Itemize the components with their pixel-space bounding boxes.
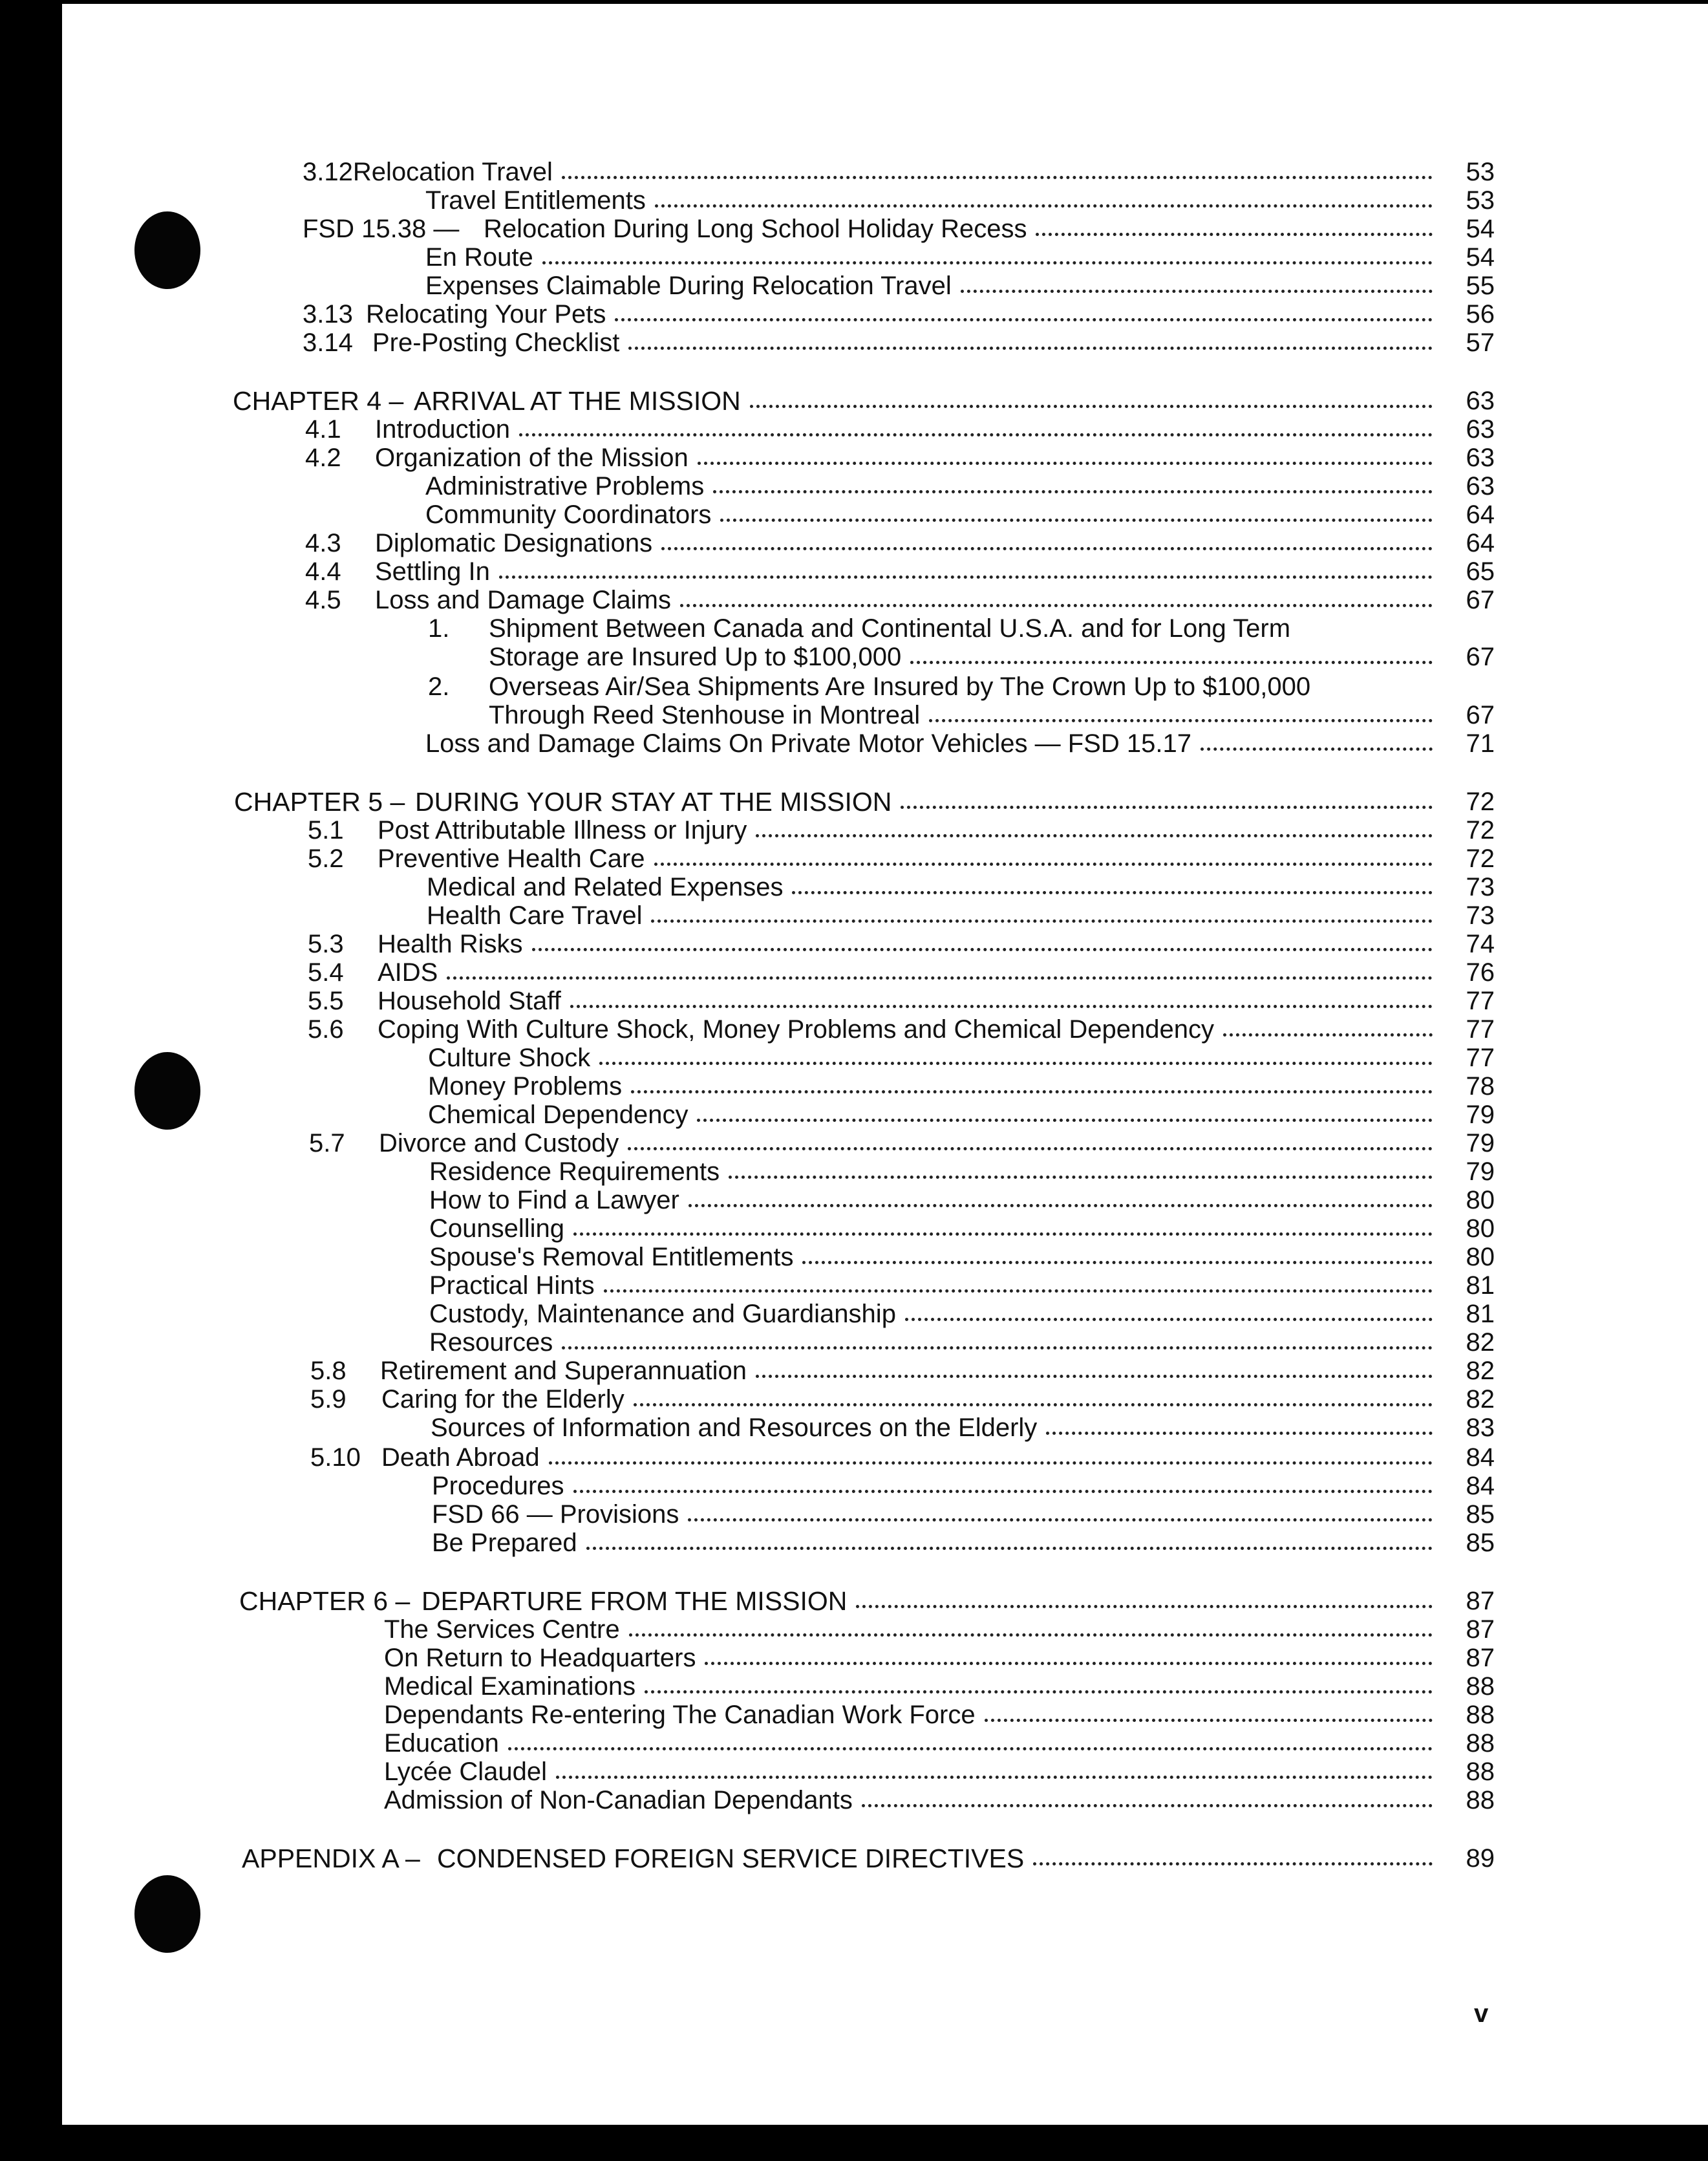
toc-entry-title: Caring for the Elderly — [381, 1385, 624, 1414]
toc-entry-number: CHAPTER 4 – — [233, 386, 404, 416]
toc-entry-number: 1. — [428, 614, 450, 643]
dot-leader — [901, 806, 1433, 809]
dot-leader — [680, 604, 1433, 607]
toc-page-number: 85 — [1466, 1500, 1495, 1529]
toc-entry — [428, 614, 1495, 643]
toc-entry-title: Custody, Maintenance and Guardianship — [429, 1300, 896, 1328]
toc-entry-title: En Route — [425, 243, 533, 272]
toc-page-number: 67 — [1466, 701, 1495, 729]
dot-leader — [1036, 233, 1433, 236]
dot-leader — [519, 433, 1433, 436]
dot-leader — [1201, 747, 1433, 751]
toc-entry-number: FSD 15.38 — — [303, 215, 460, 243]
toc-entry-title: Loss and Damage Claims — [375, 586, 671, 614]
toc-entry-title: Storage are Insured Up to $100,000 — [489, 643, 902, 671]
toc-entry — [384, 1729, 1495, 1758]
toc-entry — [428, 672, 1495, 701]
dot-leader — [862, 1804, 1433, 1807]
toc-entry-title: Retirement and Superannuation — [380, 1357, 747, 1385]
toc-entry-number: 5.6 — [308, 1015, 344, 1044]
toc-entry-number: 3.14 — [303, 328, 353, 357]
toc-page-number: 87 — [1466, 1615, 1495, 1644]
toc-page-number: 88 — [1466, 1758, 1495, 1786]
dot-leader — [661, 547, 1433, 550]
toc-entry-title: Travel Entitlements — [425, 186, 646, 215]
dot-leader — [961, 290, 1433, 293]
toc-entry — [308, 958, 1495, 987]
toc-entry — [432, 1472, 1495, 1500]
dot-leader — [628, 347, 1433, 350]
toc-entry — [384, 1644, 1495, 1672]
dot-leader — [604, 1289, 1433, 1293]
toc-entry — [303, 158, 1495, 186]
toc-entry-title: Preventive Health Care — [378, 844, 645, 873]
toc-entry — [384, 1758, 1495, 1786]
toc-page-number: 74 — [1466, 930, 1495, 958]
toc-page-number: 67 — [1466, 643, 1495, 671]
toc-entry-title: The Services Centre — [384, 1615, 620, 1644]
toc-entry-title: Admission of Non-Canadian Dependants — [384, 1786, 853, 1814]
toc-entry-title: Community Coordinators — [425, 500, 712, 529]
toc-page-number: 54 — [1466, 215, 1495, 243]
dot-leader — [651, 919, 1433, 923]
toc-entry — [428, 1101, 1495, 1129]
toc-entry — [303, 300, 1495, 328]
dot-leader — [631, 1090, 1433, 1093]
toc-entry-number: 4.3 — [305, 529, 341, 557]
toc-page-number: 77 — [1466, 1015, 1495, 1044]
toc-entry-number: 4.5 — [305, 586, 341, 614]
toc-entry-title: Shipment Between Canada and Continental U.S.A. and for Long Term — [489, 614, 1291, 643]
toc-entry — [427, 873, 1495, 901]
toc-entry-title: Be Prepared — [432, 1529, 577, 1557]
toc-page-number: 89 — [1466, 1844, 1495, 1873]
toc-entry — [425, 272, 1495, 300]
toc-page-number: 73 — [1466, 901, 1495, 930]
toc-entry-number: CHAPTER 5 – — [234, 787, 405, 817]
toc-entry — [432, 1529, 1495, 1557]
toc-entry-title: Settling In — [375, 557, 490, 586]
dot-leader — [532, 948, 1433, 951]
dot-leader — [1223, 1033, 1433, 1037]
toc-entry-number: 5.10 — [310, 1443, 361, 1472]
toc-entry-title: Relocation During Long School Holiday Recess — [484, 215, 1027, 243]
toc-entry-number: 3.12 — [303, 158, 353, 186]
dot-leader — [713, 490, 1433, 493]
toc-page-number: 56 — [1466, 300, 1495, 328]
toc-page-number: 63 — [1466, 444, 1495, 472]
toc-page-number: 84 — [1466, 1443, 1495, 1472]
toc-entry — [305, 415, 1495, 444]
toc-entry — [489, 701, 1495, 729]
toc-page-number: 63 — [1466, 472, 1495, 500]
toc-entry-title: Administrative Problems — [425, 472, 705, 500]
toc-entry — [308, 816, 1495, 844]
toc-entry — [308, 930, 1495, 958]
dot-leader — [720, 519, 1433, 522]
toc-entry — [305, 444, 1495, 472]
toc-entry-title: How to Find a Lawyer — [429, 1186, 679, 1214]
toc-entry-title: Pre-Posting Checklist — [372, 328, 620, 357]
toc-page-number: 78 — [1466, 1072, 1495, 1101]
toc-entry-title: Overseas Air/Sea Shipments Are Insured by The Crown Up to $100,000 — [489, 672, 1311, 701]
toc-entry — [384, 1672, 1495, 1701]
toc-entry — [431, 1414, 1495, 1442]
toc-entry — [384, 1701, 1495, 1729]
dot-leader — [697, 1119, 1433, 1122]
toc-entry-title: Residence Requirements — [429, 1157, 720, 1186]
dot-leader — [556, 1776, 1433, 1779]
toc-entry-title: Relocating Your Pets — [366, 300, 606, 328]
toc-entry-title: Death Abroad — [381, 1443, 540, 1472]
dot-leader — [729, 1176, 1433, 1179]
toc-entry — [303, 328, 1495, 357]
toc-entry-number: 4.2 — [305, 444, 341, 472]
toc-entry-number: 5.2 — [308, 844, 344, 873]
toc-entry — [429, 1186, 1495, 1214]
toc-entry-title: Health Care Travel — [427, 901, 643, 930]
toc-entry-title: On Return to Headquarters — [384, 1644, 696, 1672]
toc-page-number: 84 — [1466, 1472, 1495, 1500]
toc-entry-title: Lycée Claudel — [384, 1758, 548, 1786]
toc-entry — [427, 901, 1495, 930]
dot-leader — [856, 1605, 1433, 1608]
toc-entry-title: Chemical Dependency — [428, 1101, 689, 1129]
toc-entry — [425, 243, 1495, 272]
toc-entry-title: ARRIVAL AT THE MISSION — [414, 386, 741, 416]
toc-entry-title: Spouse's Removal Entitlements — [429, 1243, 794, 1271]
dot-leader — [499, 575, 1433, 579]
toc-entry-title: DURING YOUR STAY AT THE MISSION — [415, 787, 892, 817]
toc-entry-title: Post Attributable Illness or Injury — [378, 816, 747, 844]
toc-entry — [428, 1044, 1495, 1072]
toc-page-number: 80 — [1466, 1186, 1495, 1214]
toc-page-number: 57 — [1466, 328, 1495, 357]
toc-entry — [384, 1615, 1495, 1644]
dot-leader — [910, 661, 1433, 664]
toc-entry — [305, 529, 1495, 557]
toc-page-number: 83 — [1466, 1414, 1495, 1442]
toc-entry-title: Sources of Information and Resources on the Elderly — [431, 1414, 1038, 1442]
dot-leader — [542, 261, 1433, 264]
toc-page-number: 76 — [1466, 958, 1495, 987]
toc-entry — [429, 1271, 1495, 1300]
dot-leader — [508, 1747, 1433, 1750]
toc-entry-number: 5.5 — [308, 987, 344, 1015]
toc-entry-number: 5.9 — [310, 1385, 347, 1414]
toc-entry-number: CHAPTER 6 – — [239, 1586, 411, 1616]
dot-leader — [628, 1147, 1433, 1150]
toc-entry-title: Medical Examinations — [384, 1672, 636, 1701]
dot-leader — [689, 1204, 1433, 1207]
toc-page-number: 72 — [1466, 788, 1495, 816]
toc-page-number: 88 — [1466, 1701, 1495, 1729]
toc-page-number: 87 — [1466, 1644, 1495, 1672]
toc-entry-number: 5.1 — [308, 816, 344, 844]
toc-page-number: 82 — [1466, 1357, 1495, 1385]
page-folio: v — [1474, 1999, 1489, 2028]
toc-entry — [489, 643, 1495, 671]
toc-page-number: 64 — [1466, 529, 1495, 557]
toc-entry — [425, 472, 1495, 500]
dot-leader — [802, 1261, 1433, 1264]
dot-leader — [573, 1490, 1433, 1493]
dot-leader — [570, 1005, 1433, 1008]
dot-leader — [750, 405, 1433, 408]
toc-entry-title: Resources — [429, 1328, 553, 1357]
toc-entry — [303, 215, 1495, 243]
toc-entry — [305, 557, 1495, 586]
toc-page-number: 77 — [1466, 987, 1495, 1015]
toc-entry-title: Relocation Travel — [352, 158, 553, 186]
toc-page-number: 53 — [1466, 186, 1495, 215]
toc-page-number: 55 — [1466, 272, 1495, 300]
toc-entry — [432, 1500, 1495, 1529]
toc-page-number: 88 — [1466, 1729, 1495, 1758]
toc-entry — [425, 729, 1495, 758]
dot-leader — [599, 1062, 1433, 1065]
toc-entry-number: APPENDIX A – — [242, 1844, 420, 1873]
toc-page-number: 80 — [1466, 1214, 1495, 1243]
toc-entry-title: Health Risks — [378, 930, 523, 958]
toc-entry — [308, 844, 1495, 873]
dot-leader — [629, 1633, 1433, 1637]
toc-page-number: 63 — [1466, 415, 1495, 444]
toc-entry — [429, 1243, 1495, 1271]
toc-entry-title: Coping With Culture Shock, Money Problems and Chemical Dependency — [378, 1015, 1214, 1044]
toc-entry-title: Expenses Claimable During Relocation Travel — [425, 272, 952, 300]
dot-leader — [562, 1346, 1433, 1349]
dot-leader — [756, 834, 1433, 837]
toc-entry — [425, 500, 1495, 529]
toc-page-number: 79 — [1466, 1157, 1495, 1186]
toc-entry-title: Culture Shock — [428, 1044, 591, 1072]
toc-chapter-entry — [239, 1587, 1495, 1615]
dot-leader — [562, 176, 1433, 179]
toc-page-number: 72 — [1466, 844, 1495, 873]
toc-entry — [305, 586, 1495, 614]
toc-page-number: 65 — [1466, 557, 1495, 586]
toc-chapter-entry — [234, 788, 1495, 816]
toc-entry-number: 4.1 — [305, 415, 341, 444]
toc-entry — [429, 1214, 1495, 1243]
toc-entry-title: CONDENSED FOREIGN SERVICE DIRECTIVES — [437, 1844, 1025, 1873]
dot-leader — [705, 1662, 1433, 1665]
toc-entry-title: Divorce and Custody — [379, 1129, 619, 1157]
toc-page-number: 82 — [1466, 1328, 1495, 1357]
toc-entry-title: AIDS — [378, 958, 438, 987]
toc-entry-title: Introduction — [375, 415, 511, 444]
toc-entry — [425, 186, 1495, 215]
toc-entry-title: Counselling — [429, 1214, 565, 1243]
toc-entry-title: Diplomatic Designations — [375, 529, 653, 557]
toc-page-number: 88 — [1466, 1672, 1495, 1701]
toc-entry-number: 2. — [428, 672, 450, 701]
toc-page-number: 88 — [1466, 1786, 1495, 1814]
toc-page-number: 63 — [1466, 387, 1495, 415]
dot-leader — [905, 1318, 1433, 1321]
toc-page-number: 71 — [1466, 729, 1495, 758]
toc-entry-number: 5.8 — [310, 1357, 347, 1385]
toc-entry-title: FSD 66 — Provisions — [432, 1500, 679, 1529]
dot-leader — [645, 1690, 1433, 1693]
toc-entry-number: 4.4 — [305, 557, 341, 586]
toc-entry-title: Organization of the Mission — [375, 444, 689, 472]
toc-page-number: 72 — [1466, 816, 1495, 844]
toc-entry-title: Procedures — [432, 1472, 564, 1500]
toc-entry-title: Household Staff — [378, 987, 561, 1015]
toc-chapter-entry — [242, 1844, 1495, 1873]
toc-entry — [309, 1129, 1495, 1157]
toc-page-number: 53 — [1466, 158, 1495, 186]
dot-leader — [573, 1232, 1433, 1236]
dot-leader — [654, 863, 1433, 866]
toc-entry — [308, 987, 1495, 1015]
dot-leader — [549, 1461, 1433, 1465]
toc-entry — [428, 1072, 1495, 1101]
toc-chapter-entry — [233, 387, 1495, 415]
toc-page-number: 54 — [1466, 243, 1495, 272]
toc-entry-title: Education — [384, 1729, 499, 1758]
dot-leader — [756, 1375, 1433, 1378]
toc-page-number: 79 — [1466, 1129, 1495, 1157]
toc-entry — [310, 1357, 1495, 1385]
toc-entry-number: 5.4 — [308, 958, 344, 987]
toc-entry-title: Dependants Re-entering The Canadian Work Force — [384, 1701, 976, 1729]
dot-leader — [688, 1518, 1433, 1521]
dot-leader — [985, 1719, 1433, 1722]
toc-entry-title: DEPARTURE FROM THE MISSION — [422, 1586, 848, 1616]
toc-entry-title: Through Reed Stenhouse in Montreal — [489, 701, 921, 729]
dot-leader — [586, 1547, 1433, 1550]
toc-entry-title: Practical Hints — [429, 1271, 595, 1300]
toc-page-number: 77 — [1466, 1044, 1495, 1072]
toc-entry-number: 5.3 — [308, 930, 344, 958]
toc-entry-number: 5.7 — [309, 1129, 345, 1157]
toc-page-number: 79 — [1466, 1101, 1495, 1129]
toc-entry-title: Loss and Damage Claims On Private Motor Vehicles — FSD 15.17 — [425, 729, 1191, 758]
dot-leader — [792, 891, 1433, 894]
toc-entry-title: Money Problems — [428, 1072, 623, 1101]
dot-leader — [634, 1403, 1433, 1406]
toc-page-number: 73 — [1466, 873, 1495, 901]
toc-page-number: 67 — [1466, 586, 1495, 614]
toc-entry — [310, 1443, 1495, 1472]
dot-leader — [1033, 1862, 1433, 1865]
toc-entry-number: 3.13 — [303, 300, 353, 328]
toc-entry — [384, 1786, 1495, 1814]
toc-page-number: 81 — [1466, 1300, 1495, 1328]
dot-leader — [655, 204, 1433, 208]
toc-entry — [429, 1328, 1495, 1357]
toc-entry — [308, 1015, 1495, 1044]
toc-page-number: 82 — [1466, 1385, 1495, 1414]
dot-leader — [447, 976, 1433, 980]
toc-page-number: 85 — [1466, 1529, 1495, 1557]
toc-entry-title: Medical and Related Expenses — [427, 873, 784, 901]
toc-entry — [429, 1157, 1495, 1186]
toc-page-number: 64 — [1466, 500, 1495, 529]
dot-leader — [1046, 1432, 1433, 1435]
toc-entry — [429, 1300, 1495, 1328]
toc-page-number: 81 — [1466, 1271, 1495, 1300]
toc-page-number: 87 — [1466, 1587, 1495, 1615]
toc-entry — [310, 1385, 1495, 1414]
dot-leader — [698, 462, 1433, 465]
toc-page-number: 80 — [1466, 1243, 1495, 1271]
dot-leader — [929, 719, 1433, 722]
dot-leader — [615, 318, 1433, 321]
